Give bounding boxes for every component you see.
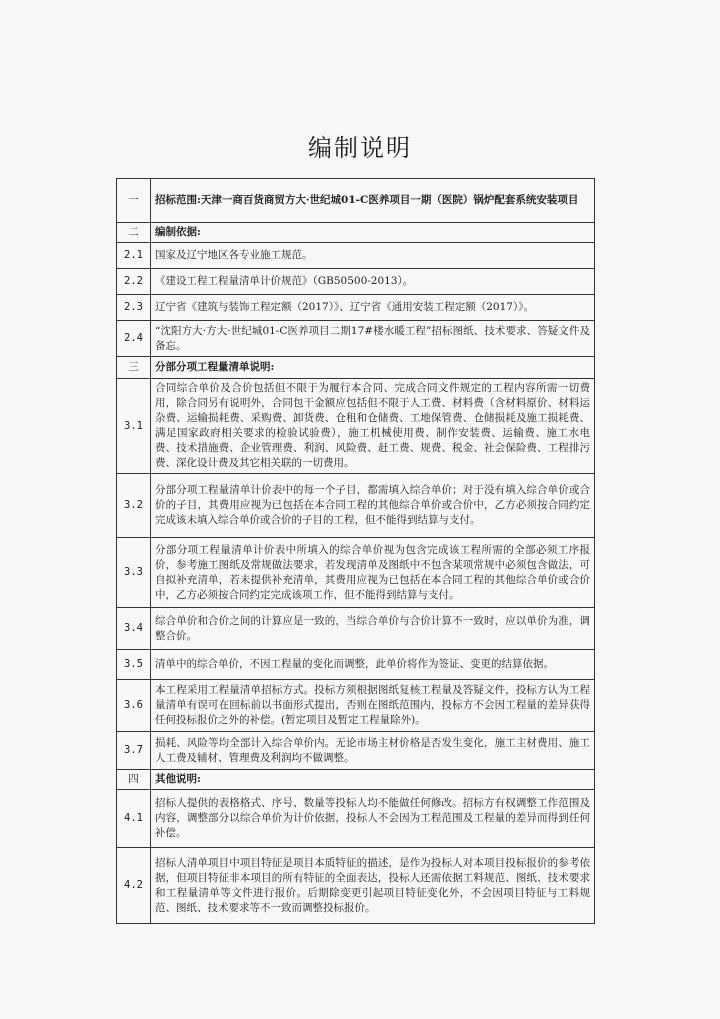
row-number: 3.4 [117, 608, 151, 650]
row-number: 一 [117, 179, 151, 223]
spec-table [116, 178, 595, 924]
row-text: 分部分项工程量清单计价表中的每一个子目，都需填入综合单价；对于没有填入综合单价或合价的子目，其费用应视为已包括在本合同工程的其他综合单价或合价中，乙方必须按合同约定完成该未填入综合单价或合价的子目的工程，但不能得到结算与支付。 [151, 474, 595, 538]
table-row [117, 650, 595, 680]
row-text: 本工程采用工程量清单招标方式。投标方须根据图纸复核工程量及答疑文件，投标方认为工程量清单有误可在回标前以书面形式提出，否则在图纸范围内，投标方不会因工程量的差异获得任何投标报价之外的补偿。(暂定项目及暂定工程量除外)。 [151, 680, 595, 732]
table-row [117, 474, 595, 538]
table-row [117, 790, 595, 848]
table-row [117, 770, 595, 790]
row-text: 编制依据: [151, 223, 595, 243]
table-row [117, 357, 595, 379]
row-number: 二 [117, 223, 151, 243]
row-text: 分部分项工程量清单计价表中所填入的综合单价视为包含完成该工程所需的全部必须工序报价，参考施工图纸及常规做法要求，若发现清单及图纸中不包含某项常规中必须包含做法，可自拟补充清单，若未提供补充清单，其费用应视为已包括在本合同工程的其他综合单价或合价中，乙方必须按合同约定完成该项工作，但不能得到结算与支付。 [151, 538, 595, 608]
row-number: 3.6 [117, 680, 151, 732]
row-number: 2.2 [117, 269, 151, 295]
row-text: 清单中的综合单价，不因工程量的变化而调整，此单价将作为签证、变更的结算依据。 [151, 650, 595, 680]
table-row [117, 321, 595, 357]
table-row [117, 538, 595, 608]
row-text: 分部分项工程量清单说明: [151, 357, 595, 379]
table-row [117, 243, 595, 269]
table-row [117, 848, 595, 924]
table-row [117, 223, 595, 243]
page-title: 编制说明 [308, 134, 412, 162]
row-text: 国家及辽宁地区各专业施工规范。 [151, 243, 595, 269]
row-number: 3.5 [117, 650, 151, 680]
row-number: 3.2 [117, 474, 151, 538]
table-row [117, 295, 595, 321]
table-row [117, 179, 595, 223]
row-text: 合同综合单价及合价包括但不限于为履行本合同、完成合同文件规定的工程内容所需一切费用，除合同另有说明外，合同包干金额应包括但不限于人工费、材料费（含材料原价、材料运杂费、运输损耗费、采购费、卸货费、仓租和仓储费、工地保管费、仓储损耗及施工损耗费、满足国家政府相关要求的检验试验费），施工机械使用费、制作安装费、运输费、施工水电费、技术措施费、企业管理费、利润、风险费、赶工费、规费、税金、社会保险费、工程排污费、深化设计费及其它相关联的一切费用。 [151, 379, 595, 474]
row-text: 辽宁省《建筑与装饰工程定额（2017）》、辽宁省《通用安装工程定额（2017）》。 [151, 295, 595, 321]
row-number: 3.7 [117, 732, 151, 770]
row-text: 其他说明: [151, 770, 595, 790]
table-row [117, 379, 595, 474]
table-row [117, 608, 595, 650]
row-text: “沈阳方大·方大·世纪城01-C医养项目二期17#楼水暖工程”招标图纸、技术要求、答疑文件及备忘。 [151, 321, 595, 357]
row-number: 四 [117, 770, 151, 790]
row-text: 综合单价和合价之间的计算应是一致的，当综合单价与合价计算不一致时，应以单价为准，调整合价。 [151, 608, 595, 650]
row-number: 3.3 [117, 538, 151, 608]
row-number: 4.1 [117, 790, 151, 848]
row-text: 《建设工程工程量清单计价规范》（GB50500-2013）。 [151, 269, 595, 295]
table-row [117, 732, 595, 770]
table-row [117, 269, 595, 295]
row-number: 2.4 [117, 321, 151, 357]
row-number: 2.1 [117, 243, 151, 269]
row-number: 3.1 [117, 379, 151, 474]
row-number: 三 [117, 357, 151, 379]
row-text: 招标人清单项目中项目特征是项目本质特征的描述，是作为投标人对本项目投标报价的参考依据，但项目特征非本项目的所有特征的全面表达，投标人还需依据工料规范、图纸、技术要求和工程量清单等文件进行报价。后期除变更引起项目特征变化外，不会因项目特征与工料规范、图纸、技术要求等不一致而调整投标报价。 [151, 848, 595, 924]
table-row [117, 680, 595, 732]
row-number: 2.3 [117, 295, 151, 321]
row-text: 损耗、风险等均全部计入综合单价内。无论市场主材价格是否发生变化，施工主材费用、施工人工费及辅材、管理费及利润均不做调整。 [151, 732, 595, 770]
row-number: 4.2 [117, 848, 151, 924]
row-text: 招标人提供的表格格式、序号、数量等投标人均不能做任何修改。招标方有权调整工作范围及内容，调整部分以综合单价为计价依据，投标人不会因为工程范围及工程量的差异而得到任何补偿。 [151, 790, 595, 848]
row-text: 招标范围:天津一商百货商贸方大·世纪城01-C医养项目一期（医院）锅炉配套系统安装项目 [151, 179, 595, 223]
